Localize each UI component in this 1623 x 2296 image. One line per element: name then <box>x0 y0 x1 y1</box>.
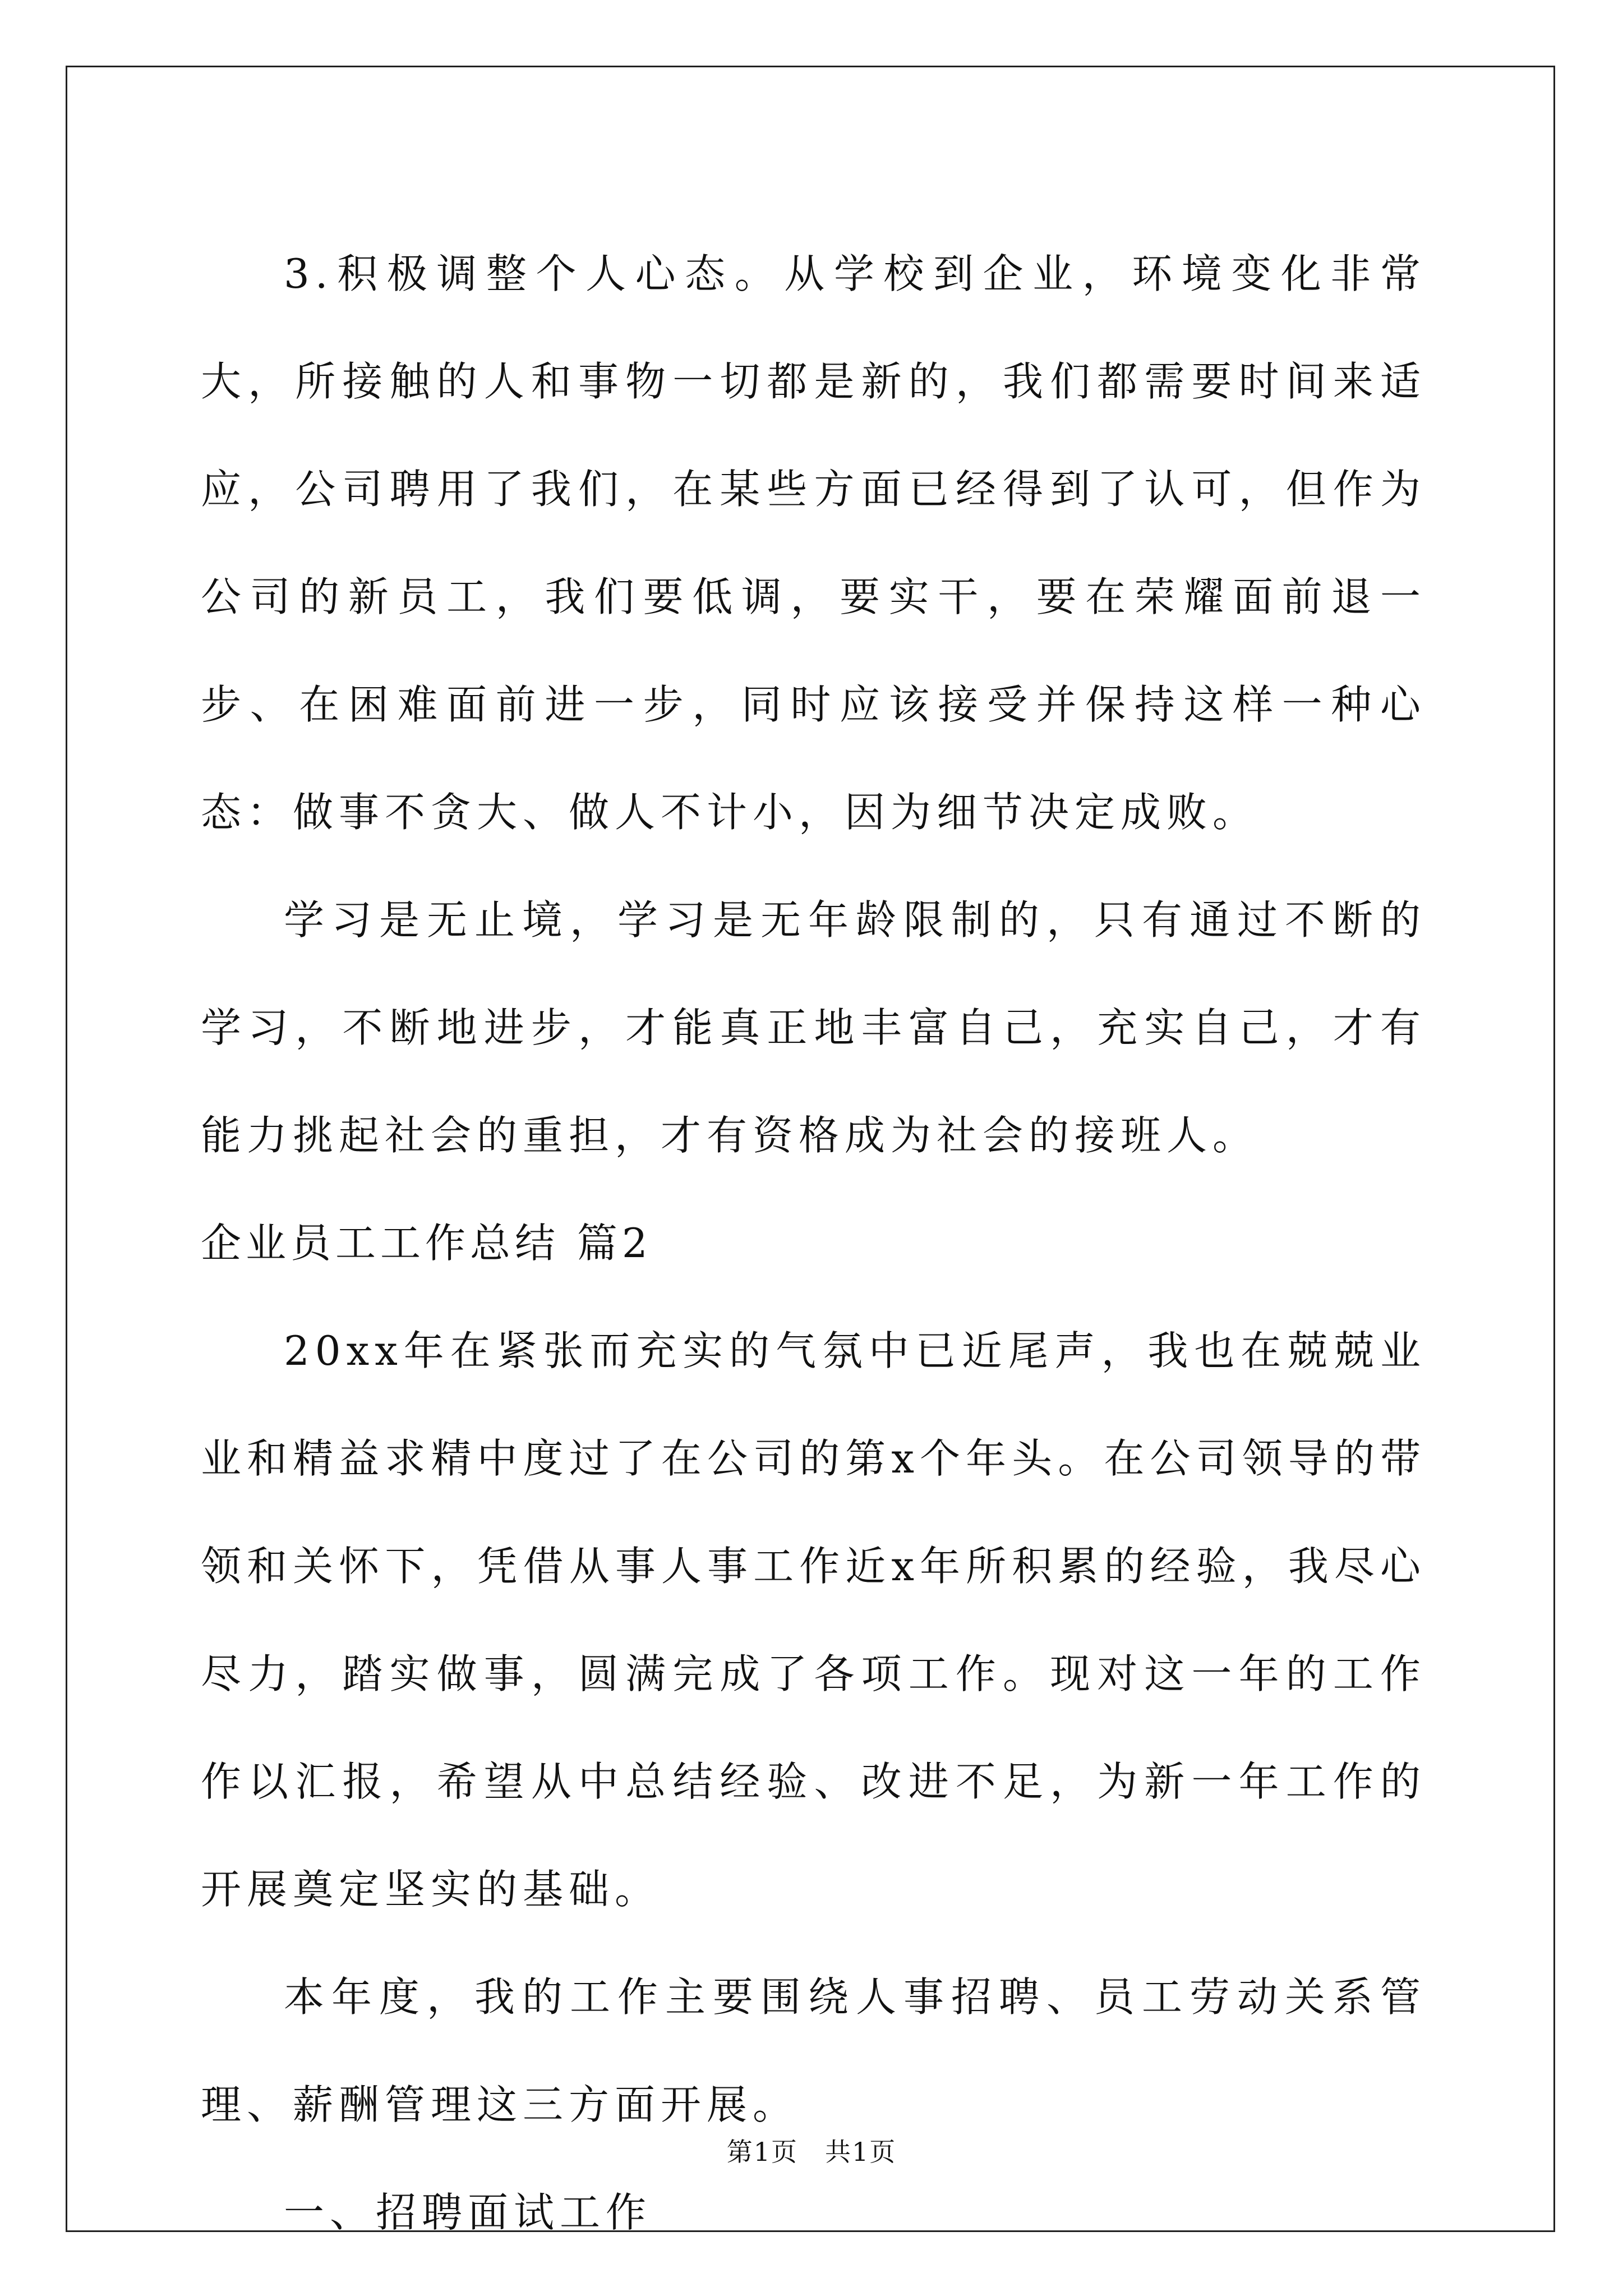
paragraph-attitude: 3.积极调整个人心态。从学校到企业，环境变化非常大，所接触的人和事物一切都是新的，我们都需要时间来适应，公司聘用了我们，在某些方面已经得到了认可，但作为公司的新员工，我们要低调，要实干，要在荣耀面前退一步、在困难面前进一步，同时应该接受并保持这样一种心态：做事不贪大、做人不计小，因为细节决定成败。 <box>201 250 1426 836</box>
paragraph-learning: 学习是无止境，学习是无年龄限制的，只有通过不断的学习，不断地进步，才能真正地丰富自己，充实自己，才有能力挑起社会的重担，才有资格成为社会的接班人。 <box>201 896 1426 1159</box>
section-heading: 企业员工工作总结 篇2 <box>201 1220 652 1267</box>
page-number-footer: 第1页 共1页 <box>726 2137 897 2167</box>
document-body <box>201 220 1426 2266</box>
subsection-heading-recruitment: 一、招聘面试工作 <box>284 2189 652 2236</box>
paragraph-work-scope: 本年度，我的工作主要围绕人事招聘、员工劳动关系管理、薪酬管理这三方面开展。 <box>201 1973 1426 2128</box>
paragraph-year-summary: 20xx年在紧张而充实的气氛中已近尾声，我也在兢兢业业和精益求精中度过了在公司的第x个年头。在公司领导的带领和关怀下，凭借从事人事工作近x年所积累的经验，我尽心尽力，踏实做事，圆满完成了各项工作。现对这一年的工作作以汇报，希望从中总结经验、改进不足，为新一年工作的开展奠定坚实的基础。 <box>201 1327 1426 1913</box>
